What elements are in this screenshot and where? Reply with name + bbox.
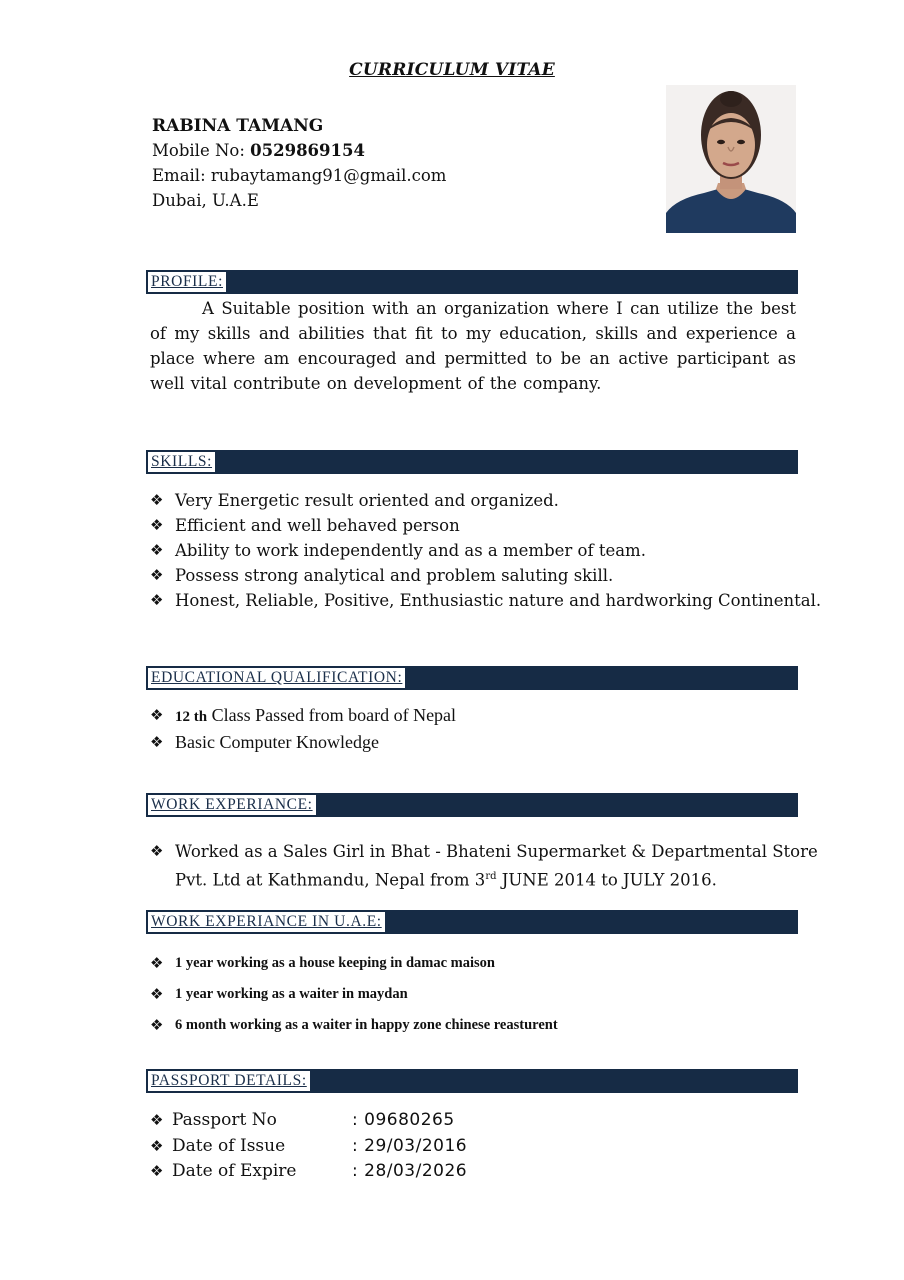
- skill-text: Efficient and well behaved person: [175, 516, 460, 535]
- section-bar-skills: [146, 450, 798, 474]
- bullet-icon: ❖: [150, 591, 164, 609]
- uae-job-text: 6 month working as a waiter in happy zone chinese reasturent: [175, 1017, 558, 1033]
- passport-value: : 09680265: [352, 1110, 455, 1130]
- bullet-icon: ❖: [150, 1162, 164, 1180]
- skill-text: Ability to work independently and as a member of team.: [175, 541, 646, 560]
- section-bar-work-uae: [146, 910, 798, 934]
- education-text: Class Passed from board of Nepal: [207, 705, 457, 725]
- list-item: [150, 538, 821, 563]
- bullet-icon: ❖: [150, 1016, 164, 1034]
- ordinal-suffix: rd: [485, 871, 497, 882]
- skill-text: Honest, Reliable, Positive, Enthusiastic nature and hardworking Continental.: [175, 591, 822, 610]
- bullet-icon: ❖: [150, 541, 164, 559]
- bullet-icon: ❖: [150, 516, 164, 534]
- section-heading-education: EDUCATIONAL QUALIFICATION:: [148, 668, 405, 688]
- uae-job-text: 1 year working as a waiter in maydan: [175, 986, 408, 1002]
- education-text: Basic Computer Knowledge: [175, 732, 379, 752]
- list-item: [150, 1013, 558, 1038]
- bullet-icon: ❖: [150, 706, 164, 724]
- work-text-cont: Pvt. Ltd at Kathmandu, Nepal from 3: [175, 870, 486, 890]
- section-bar-education: [146, 666, 798, 690]
- passport-label: ❖ Passport No: [150, 1108, 277, 1134]
- section-heading-skills: SKILLS:: [148, 452, 215, 472]
- mobile-label: Mobile No:: [152, 141, 245, 160]
- profile-photo: [666, 85, 796, 233]
- work-list: [150, 839, 818, 893]
- section-heading-profile: PROFILE:: [148, 272, 226, 292]
- work-text: Worked as a Sales Girl in Bhat - Bhateni Supermarket & Departmental Store: [175, 842, 818, 861]
- list-item: [150, 730, 456, 755]
- applicant-name: RABINA TAMANG: [152, 116, 324, 136]
- portrait-image: [666, 85, 796, 233]
- section-heading-work-uae: WORK EXPERIANCE IN U.A.E:: [148, 912, 385, 932]
- profile-paragraph: A Suitable position with an organization where I can utilize the best of my skills and abilities that fit to my education, skills and experience a place where am encouraged and permitted to be an active participant as well vital contribute on development of the company.: [150, 299, 796, 393]
- bullet-icon: ❖: [150, 733, 164, 751]
- mobile-line: [152, 141, 365, 160]
- bullet-icon: ❖: [150, 1111, 164, 1129]
- list-item: [150, 864, 818, 893]
- passport-label: ❖ Date of Issue: [150, 1134, 285, 1160]
- section-bar-work: [146, 793, 798, 817]
- section-heading-passport: PASSPORT DETAILS:: [148, 1071, 310, 1091]
- list-item: [150, 951, 558, 976]
- passport-label: ❖ Date of Expire: [150, 1159, 297, 1185]
- skills-list: [150, 488, 821, 613]
- work-uae-list: [150, 951, 558, 1044]
- list-item: [150, 588, 821, 613]
- uae-job-text: 1 year working as a house keeping in damac maison: [175, 955, 495, 971]
- skill-text: Very Energetic result oriented and organized.: [175, 491, 559, 510]
- list-item: [150, 488, 821, 513]
- work-dates: JUNE 2014 to JULY 2016.: [496, 870, 717, 890]
- section-bar-passport: [146, 1069, 798, 1093]
- bullet-icon: ❖: [150, 491, 164, 509]
- bullet-icon: ❖: [150, 566, 164, 584]
- list-item: [150, 513, 821, 538]
- passport-value: : 29/03/2016: [352, 1135, 468, 1156]
- section-heading-work: WORK EXPERIANCE:: [148, 795, 316, 815]
- list-item: [150, 839, 818, 864]
- list-item: [150, 982, 558, 1007]
- skill-text: Possess strong analytical and problem saluting skill.: [175, 566, 614, 585]
- passport-value: : 28/03/2026: [352, 1161, 468, 1181]
- list-item: [150, 563, 821, 588]
- bullet-icon: ❖: [150, 842, 164, 860]
- list-item: [150, 703, 456, 730]
- education-level: 12 th: [175, 709, 208, 725]
- bullet-icon: ❖: [150, 954, 164, 972]
- bullet-icon: ❖: [150, 985, 164, 1003]
- mobile-number: 0529869154: [250, 141, 365, 160]
- location-line: Dubai, U.A.E: [152, 191, 259, 210]
- education-list: [150, 703, 456, 755]
- section-bar-profile: [146, 270, 798, 294]
- document-title: CURRICULUM VITAE: [349, 60, 555, 80]
- email-line: Email: rubaytamang91@gmail.com: [152, 166, 447, 185]
- bullet-icon: ❖: [150, 1136, 164, 1155]
